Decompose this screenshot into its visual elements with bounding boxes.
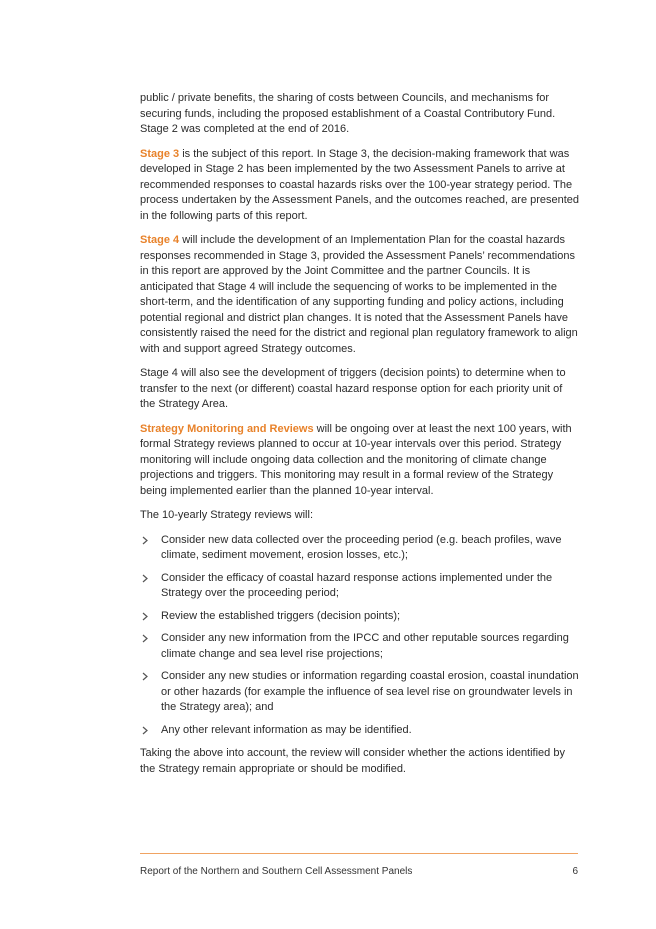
list-item — [140, 669, 580, 716]
paragraph-stage2-summary: public / private benefits, the sharing of costs between Councils, and mechanisms for securing funds, including the proposed establishment of a Coastal Contributory Fund. Stage 2 was completed at the end of 2016. — [140, 92, 556, 135]
paragraph-stage4 — [140, 233, 580, 357]
review-list — [140, 533, 580, 739]
paragraph-triggers: Stage 4 will also see the development of triggers (decision points) to determine when to transfer to the next (or different) coastal hazard response option for each priority unit of the Strategy Area. — [140, 367, 566, 410]
list-item — [140, 571, 580, 602]
chevron-right-icon — [140, 723, 150, 738]
monitoring-text: will be ongoing over at least the next 100 years, with formal Strategy reviews planned to occur at 10-year intervals over this period. Strategy monitoring will include ongoing data collection and the monitoring of climate change projections and triggers. This monitoring may result in a formal review of the Strategy being implemented earlier than the planned 10-year interval. — [140, 422, 572, 497]
list-item-text: Any other relevant information as may be identified. — [161, 723, 412, 736]
list-item — [140, 723, 580, 739]
chevron-right-icon — [140, 571, 150, 586]
chevron-right-icon — [140, 669, 150, 684]
stage4-heading: Stage 4 — [140, 234, 180, 246]
paragraph-monitoring — [140, 422, 580, 500]
list-item — [140, 631, 580, 662]
document-body — [140, 91, 580, 786]
list-item — [140, 609, 580, 625]
paragraph-review-intro: The 10-yearly Strategy reviews will: — [140, 509, 314, 521]
list-item-text: Consider new data collected over the proceeding period (e.g. beach profiles, wave climate, sediment movement, erosion losses, etc.); — [161, 533, 562, 561]
paragraph-conclusion: Taking the above into account, the review will consider whether the actions identified by the Strategy remain appropriate or should be modified. — [140, 747, 565, 775]
list-item-text: Consider any new studies or information regarding coastal erosion, coastal inundation or other hazards (for example the influence of sea level rise on groundwater levels in the Strategy area); and — [161, 670, 579, 713]
stage4-text: will include the development of an Implementation Plan for the coastal hazards responses recommended in Stage 3, provided the Assessment Panels’ recommendations in this report are approved by the Joint Committee and the partner Councils. It is anticipated that Stage 4 will include the sequencing of works to be implemented in the short-term, and the identification of any supporting funding and policy actions, including potential regional and district plan changes. It is noted that the Assessment Panels have consistently raised the need for the district and regional plan regulatory framework to align with and support agreed Strategy outcomes. — [140, 234, 578, 355]
footer-divider — [140, 853, 578, 854]
chevron-right-icon — [140, 533, 150, 548]
stage3-text: is the subject of this report. In Stage 3, the decision-making framework that was developed in Stage 2 has been implemented by the two Assessment Panels to arrive at recommended responses to coastal hazards risks over the 100-year strategy period. The process undertaken by the Assessment Panels, and the outcomes reached, are presented in the following parts of this report. — [140, 147, 580, 222]
list-item — [140, 533, 580, 564]
page-number: 6 — [572, 866, 578, 877]
footer-title: Report of the Northern and Southern Cell Assessment Panels — [140, 866, 413, 877]
chevron-right-icon — [140, 631, 150, 646]
chevron-right-icon — [140, 609, 150, 624]
list-item-text: Consider the efficacy of coastal hazard response actions implemented under the Strategy over the proceeding period; — [161, 571, 553, 599]
list-item-text: Consider any new information from the IPCC and other reputable sources regarding climate change and sea level rise projections; — [161, 632, 569, 660]
list-item-text: Review the established triggers (decision points); — [161, 609, 401, 622]
stage3-heading: Stage 3 — [140, 147, 180, 160]
paragraph-stage3 — [140, 147, 580, 225]
monitoring-heading: Strategy Monitoring and Reviews — [140, 422, 314, 435]
